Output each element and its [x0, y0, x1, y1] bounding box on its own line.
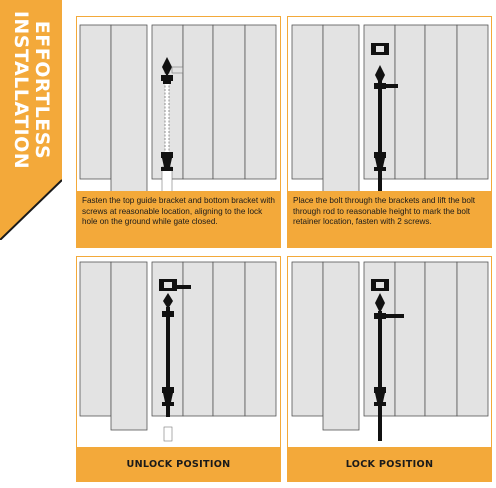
- step-panel-unlock: [76, 256, 281, 482]
- step-caption-lock: LOCK POSITION: [288, 447, 491, 481]
- step-caption-unlock: UNLOCK POSITION: [77, 447, 280, 481]
- step-panel-lock: [287, 256, 492, 482]
- banner-title: [10, 11, 52, 169]
- step-panel-brackets: [76, 16, 281, 248]
- step-caption-brackets: Fasten the top guide bracket and bottom bracket with screws at reasonable location, aligning to the lock hole on the ground while gate closed.: [77, 191, 280, 247]
- installation-banner: [0, 0, 62, 240]
- step-caption-place-bolt: Place the bolt through the brackets and lift the bolt through rod to reasonable height to mark the bolt retainer location, fasten with 2 screws.: [288, 191, 491, 247]
- banner-title-line2: INSTALLATION: [10, 10, 32, 170]
- banner-title-line1: EFFORTLESS: [31, 20, 53, 160]
- step-panel-place-bolt: [287, 16, 492, 248]
